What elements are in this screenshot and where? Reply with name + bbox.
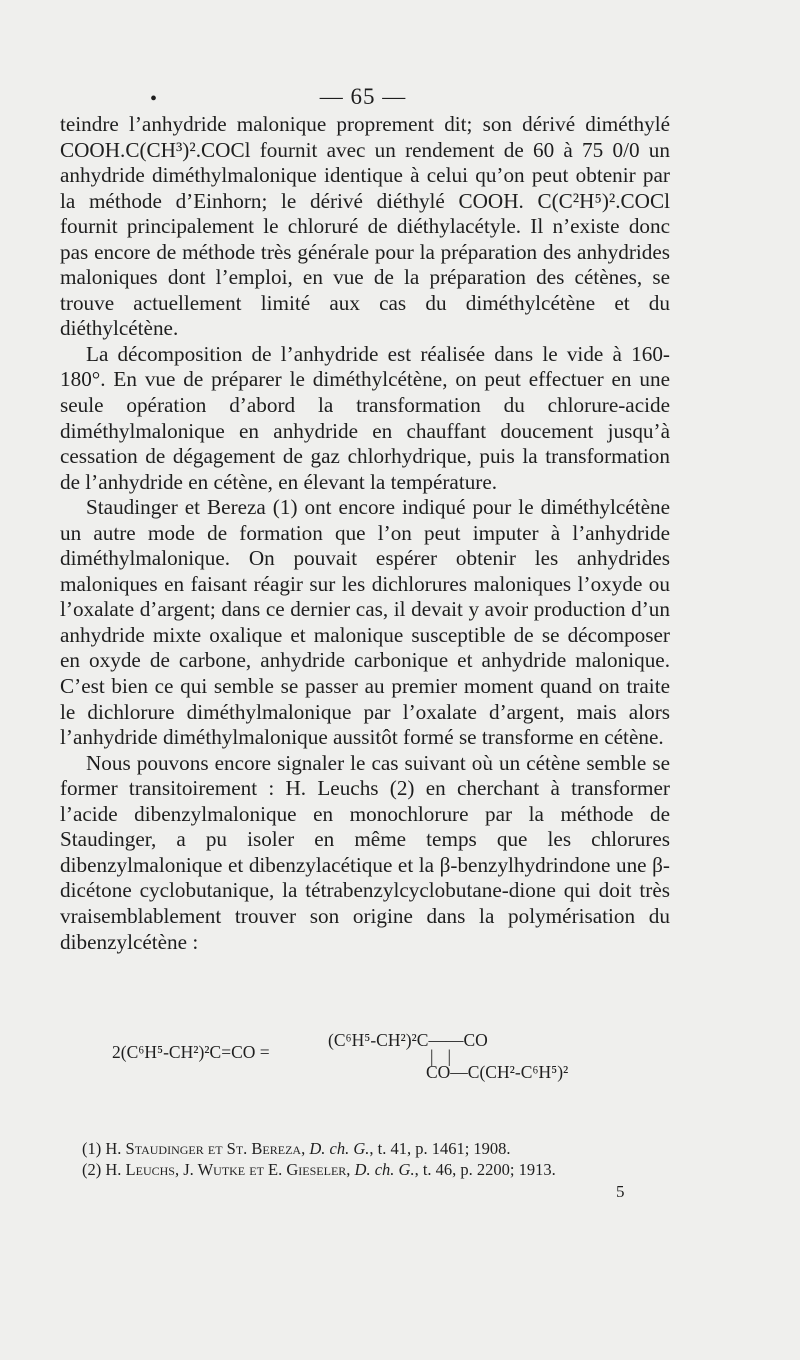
footnote-2-rest: , t. 46, p. 2200; 1913. <box>414 1160 556 1179</box>
footnote-1: (1) H. Staudinger et St. Bereza, D. ch. G., t. 41, p. 1461; 1908. <box>82 1139 511 1158</box>
equation-ring-bonds: || <box>430 1046 466 1066</box>
paragraph-4: Nous pouvons encore signaler le cas suivant où un cétène semble se former transitoirement : H. Leuchs (2) en cherchant à transformer l’acide dibenzylmalonique en monochlorure par la méthode de Staudinger, a pu isoler en même temps que les chlorures dibenzylmalonique et dibenzylacétique et la β-benzylhydrindone une β-dicétone cyclobutanique, la tétrabenzylcyclobutane-dione qui doit très vraisemblablement trouver son origine dans la polymérisation du dibenzylcétène : <box>60 750 670 954</box>
equation-ring-bottom: CO—C(CH²-C⁶H⁵)² <box>426 1062 569 1082</box>
footnote-2-journal: D. ch. G. <box>354 1160 415 1179</box>
footnote-2-mark: (2) H. <box>82 1160 126 1179</box>
chemical-equation <box>60 1030 700 1090</box>
equation-ring-top: (C⁶H⁵-CH²)²C——CO <box>328 1030 488 1050</box>
paragraph-1: teindre l’anhydride malonique proprement dit; son dérivé diméthylé COOH.C(CH³)².COCl fournit avec un rendement de 60 à 75 0/0 un anhydride diméthylmalonique identique à celui qu’on peut obtenir par la méthode d’Einhorn; le dérivé diéthylé COOH. C(C²H⁵)².COCl fournit principalement le chloruré de diéthylacétyle. Il n’existe donc pas encore de méthode très générale pour la préparation des anhydrides maloniques dont l’emploi, en vue de la préparation des cétènes, se trouve actuellement limité aux cas du diméthylcétène et du diéthylcétène. <box>60 112 670 341</box>
footnote-2-authors: Leuchs, J. Wutke et E. Gieseler <box>125 1160 347 1179</box>
footnotes <box>82 1138 702 1180</box>
paragraph-3: Staudinger et Bereza (1) ont encore indiqué pour le diméthylcétène un autre mode de formation que l’on peut imputer à l’anhydride diméthylmalonique. On pouvait espérer obtenir les anhydrides maloniques en faisant réagir sur les dichlorures maloniques l’oxyde ou l’oxalate d’argent; dans ce dernier cas, il devait y avoir production d’un anhydride mixte oxalique et malonique susceptible de se décomposer en oxyde de carbone, anhydride carbonique et anhydride malonique. C’est bien ce qui semble se passer au premier moment quand on traite le dichlorure diméthylmalonique par l’oxalate d’argent, mais alors l’anhydride diméthylmalonique aussitôt formé se transforme en cétène. <box>60 495 670 750</box>
body-text <box>60 112 670 955</box>
page-number: — 65 — <box>319 84 407 109</box>
signature-mark: 5 <box>616 1182 625 1201</box>
footnote-1-authors: Staudinger et St. Bereza <box>125 1139 302 1158</box>
footnote-1-journal: D. ch. G. <box>309 1139 370 1158</box>
footnote-1-mark: (1) H. <box>82 1139 126 1158</box>
footnote-1-rest: , t. 41, p. 1461; 1908. <box>369 1139 511 1158</box>
paragraph-2: La décomposition de l’anhydride est réalisée dans le vide à 160-180°. En vue de préparer le diméthylcétène, on peut effectuer en une seule opération d’abord la transformation du chlorure-acide diméthylmalonique en anhydride en chauffant doucement jusqu’à cessation de dégagement de gaz chlorhydrique, puis la transformation de l’anhydride en cétène, en élevant la température. <box>60 341 670 494</box>
footnote-2: (2) H. Leuchs, J. Wutke et E. Gieseler, D. ch. G., t. 46, p. 2200; 1913. <box>82 1160 556 1179</box>
ink-dot: • <box>150 88 158 110</box>
equation-left-side: 2(C⁶H⁵-CH²)²C=CO = <box>112 1042 270 1062</box>
